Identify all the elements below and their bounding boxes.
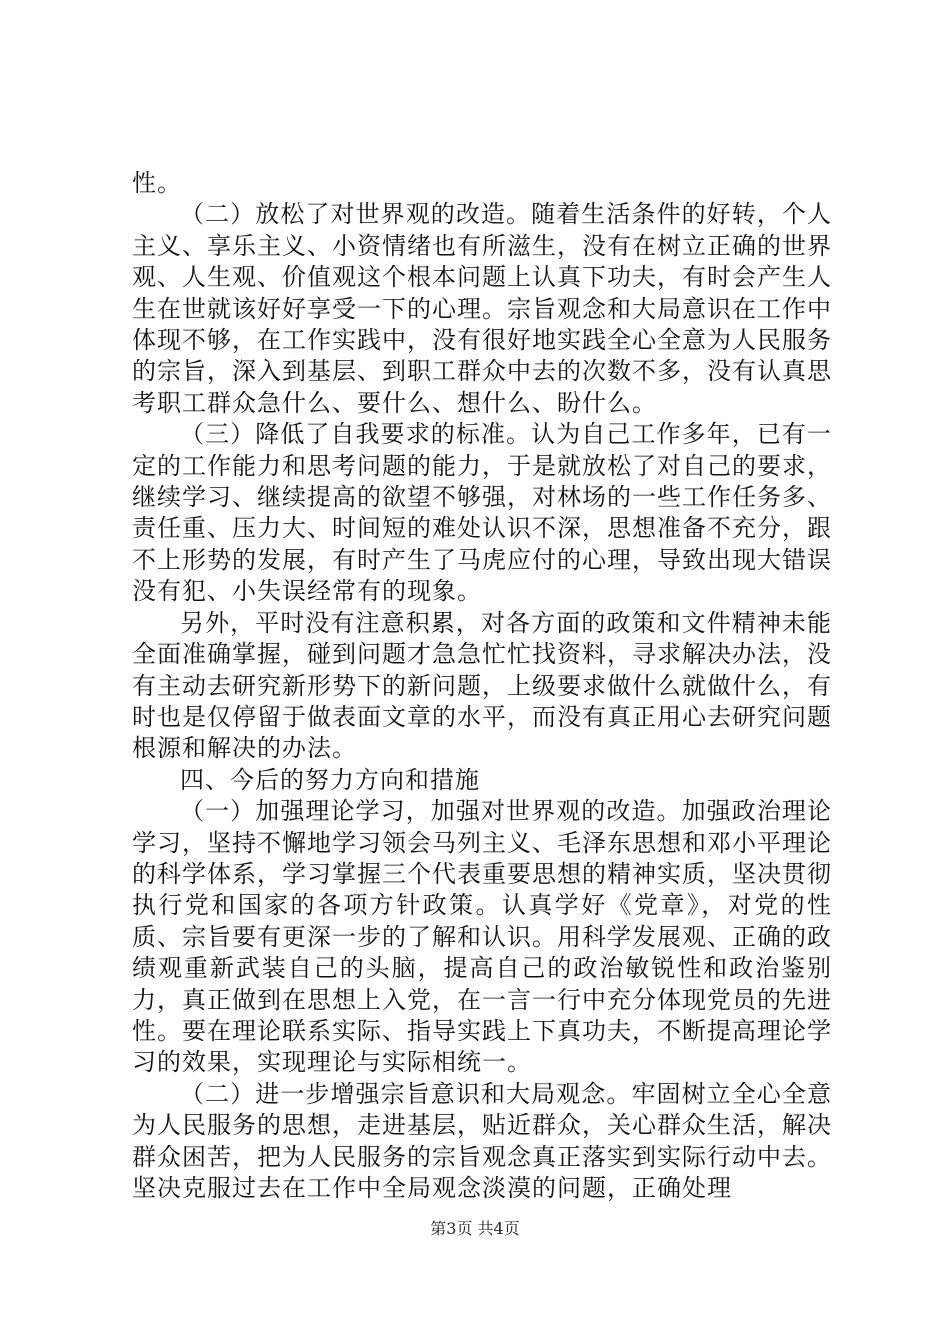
section-heading-four: 四、今后的努力方向和措施 bbox=[180, 765, 480, 794]
page-footer: 第3页 共4页 bbox=[430, 1219, 520, 1238]
paragraph-purpose-awareness: （二）进一步增强宗旨意识和大局观念。牢固树立全心全意为人民服务的思想，走进基层，贴近群众，关心群众生活，解决群众困苦，把为人民服务的宗旨观念真正落实到实际行动中去。坚决克服过去在工作中全局观念淡漠的问题，正确处理 bbox=[132, 1079, 832, 1202]
paragraph-worldview-reform: （二）放松了对世界观的改造。随着生活条件的好转，个人主义、享乐主义、小资情绪也有所滋生，没有在树立正确的世界观、人生观、价值观这个根本问题上认真下功夫，有时会产生人生在世就该好好享受一下的心理。宗旨观念和大局意识在工作中体现不够，在工作实践中，没有很好地实践全心全意为人民服务的宗旨，深入到基层、到职工群众中去的次数不多，没有认真思考职工群众急什么、要什么、想什么、盼什么。 bbox=[132, 200, 832, 417]
paragraph-continuation: 性。 bbox=[132, 169, 182, 197]
paragraph-theory-study: （一）加强理论学习，加强对世界观的改造。加强政治理论学习，坚持不懈地学习领会马列主义、毛泽东思想和邓小平理论的科学体系，学习掌握三个代表重要思想的精神实质，坚决贯彻执行党和国家的各项方针政策。认真学好《党章》，对党的性质、宗旨要有更深一步的了解和认识。用科学发展观、正确的政绩观重新武装自己的头脑，提高自己的政治敏锐性和政治鉴别力，真正做到在思想上入党，在一言一行中充分体现党员的先进性。要在理论联系实际、指导实践上下真功夫，不断提高理论学习的效果，实现理论与实际相统一。 bbox=[132, 797, 832, 1077]
paragraph-accumulation: 另外，平时没有注意积累，对各方面的政策和文件精神未能全面准确掌握，碰到问题才急急忙忙找资料，寻求解决办法，没有主动去研究新形势下的新问题，上级要求做什么就做什么，有时也是仅停留于做表面文章的水平，而没有真正用心去研究问题根源和解决的办法。 bbox=[132, 608, 832, 763]
document-body bbox=[132, 168, 832, 1204]
paragraph-self-requirement: （三）降低了自我要求的标准。认为自己工作多年，已有一定的工作能力和思考问题的能力，于是就放松了对自己的要求，继续学习、继续提高的欲望不够强，对林场的一些工作任务多、责任重、压力大、时间短的难处认识不深，思想准备不充分，跟不上形势的发展，有时产生了马虎应付的心理，导致出现大错误没有犯、小失误经常有的现象。 bbox=[132, 420, 832, 606]
